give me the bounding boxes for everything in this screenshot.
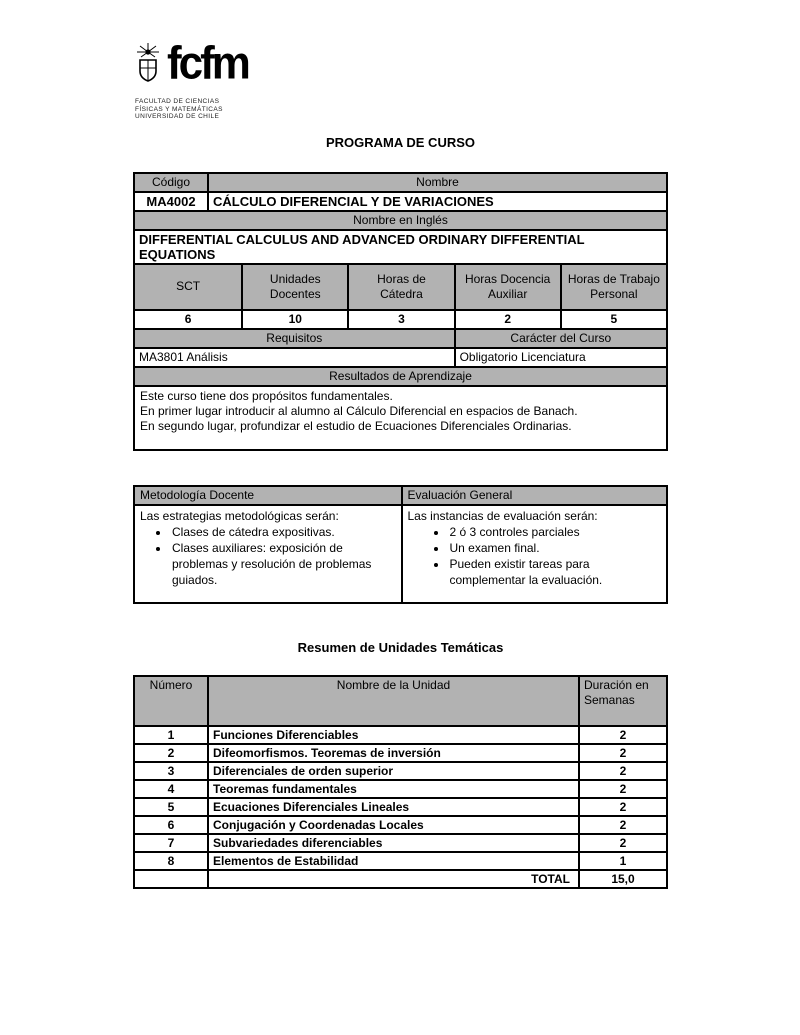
requisitos-value-cell: MA3801 Análisis [139, 349, 228, 364]
logo-subtitle [135, 98, 668, 121]
resultados-line: Este curso tiene dos propósitos fundamentales. [140, 388, 393, 403]
university-emblem-icon [135, 42, 161, 88]
resultados-header-cell: Resultados de Aprendizaje [329, 368, 472, 383]
course-info-table [133, 172, 668, 451]
resultados-body-cell [135, 387, 666, 449]
metodologia-intro: Las estrategias metodológicas serán: [140, 508, 339, 523]
resultados-body-row [135, 385, 666, 449]
evaluacion-column [401, 487, 667, 602]
logo-subtitle-line: FACULTAD DE CIENCIAS [135, 98, 220, 105]
unit-duration-cell: 2 [578, 727, 666, 743]
nombre-ingles-header-cell: Nombre en Inglés [353, 212, 448, 227]
evaluacion-list [408, 524, 662, 588]
page-title: PROGRAMA DE CURSO [325, 134, 476, 150]
resultados-line: En segundo lugar, profundizar el estudio de Ecuaciones Diferenciales Ordinarias. [140, 418, 572, 433]
horas-docencia-header-cell: Horas Docencia Auxiliar [454, 265, 560, 309]
evaluacion-header-cell: Evaluación General [403, 487, 667, 506]
horas-trabajo-value-cell: 5 [560, 311, 666, 328]
duracion-header-cell: Duración en Semanas [578, 677, 666, 725]
unit-row [135, 833, 666, 851]
english-name-value-row [135, 229, 666, 263]
unit-number-cell: 6 [167, 817, 175, 832]
fcfm-logo [135, 37, 668, 121]
unit-number-cell: 7 [167, 835, 175, 850]
unit-duration-cell: 2 [578, 763, 666, 779]
metodologia-item: • Clases de cátedra expositivas. [170, 524, 396, 540]
code-name-header-row [135, 174, 666, 191]
evaluacion-item: • Un examen final. [448, 540, 662, 556]
english-name-header-row [135, 210, 666, 229]
unit-name-cell: Diferenciales de orden superior [207, 763, 578, 779]
metodologia-column [135, 487, 401, 602]
units-header-row [135, 677, 666, 725]
metodologia-list [140, 524, 396, 588]
hours-header-row [135, 263, 666, 309]
unit-duration-cell: 1 [578, 853, 666, 869]
unit-duration-cell: 2 [578, 745, 666, 761]
horas-catedra-value-cell: 3 [347, 311, 453, 328]
unit-name-cell: Teoremas fundamentales [207, 781, 578, 797]
evaluacion-body-cell [403, 506, 667, 602]
evaluacion-item: • 2 ó 3 controles parciales [448, 524, 662, 540]
unit-number-cell: 4 [167, 781, 175, 796]
unit-number-cell: 2 [167, 745, 175, 760]
sct-header-cell: SCT [176, 279, 201, 293]
total-label-cell: TOTAL [207, 871, 578, 887]
unit-duration-cell: 2 [578, 817, 666, 833]
code-name-value-row [135, 191, 666, 210]
requisitos-value-row [135, 347, 666, 366]
unidad-header-cell: Nombre de la Unidad [207, 677, 578, 725]
codigo-header-cell: Código [151, 174, 191, 189]
unit-number-cell: 8 [167, 853, 175, 868]
unit-name-cell: Ecuaciones Diferenciales Lineales [207, 799, 578, 815]
unit-duration-cell: 2 [578, 835, 666, 851]
unit-row [135, 743, 666, 761]
unidades-docentes-value-cell: 10 [241, 311, 347, 328]
nombre-header-cell: Nombre [207, 174, 666, 191]
unit-row [135, 797, 666, 815]
unit-duration-cell: 2 [578, 799, 666, 815]
unit-name-cell: Conjugación y Coordenadas Locales [207, 817, 578, 833]
unit-row [135, 815, 666, 833]
metodologia-item: • Clases auxiliares: exposición de problemas y resolución de problemas guiados. [170, 540, 396, 588]
nombre-ingles-value-cell: DIFFERENTIAL CALCULUS AND ADVANCED ORDINARY DIFFERENTIAL EQUATIONS [139, 231, 585, 262]
numero-header-cell: Número [149, 677, 193, 692]
total-row [135, 869, 666, 887]
requisitos-header-cell: Requisitos [266, 330, 323, 345]
resultados-line: En primer lugar introducir al alumno al Cálculo Diferencial en espacios de Banach. [140, 403, 578, 418]
logo-subtitle-line: UNIVERSIDAD DE CHILE [135, 113, 220, 120]
resultados-header-row [135, 366, 666, 385]
unit-number-cell: 3 [167, 763, 175, 778]
evaluacion-intro: Las instancias de evaluación serán: [407, 508, 598, 523]
nombre-value-cell: CÁLCULO DIFERENCIAL Y DE VARIACIONES [207, 193, 666, 210]
horas-docencia-value-cell: 2 [454, 311, 560, 328]
logo-subtitle-line: FÍSICAS Y MATEMÁTICAS [135, 105, 223, 113]
metodologia-header-cell: Metodología Docente [135, 487, 401, 506]
unit-name-cell: Difeomorfismos. Teoremas de inversión [207, 745, 578, 761]
caracter-value-cell: Obligatorio Licenciatura [454, 349, 666, 366]
unit-name-cell: Funciones Diferenciables [207, 727, 578, 743]
units-section-title: Resumen de Unidades Temáticas [297, 639, 504, 655]
requisitos-header-row [135, 328, 666, 347]
unit-row [135, 761, 666, 779]
metodologia-body-cell [135, 506, 401, 602]
evaluacion-item: • Pueden existir tareas para complementar la evaluación. [448, 556, 662, 588]
logo-wordmark: fcfm [167, 37, 248, 90]
horas-trabajo-header-cell: Horas de Trabajo Personal [560, 265, 666, 309]
unit-name-cell: Elementos de Estabilidad [207, 853, 578, 869]
horas-catedra-header-cell: Horas de Cátedra [347, 265, 453, 309]
unit-name-cell: Subvariedades diferenciables [207, 835, 578, 851]
hours-values-row [135, 309, 666, 328]
methodology-evaluation-table [133, 485, 668, 604]
unit-number-cell: 5 [167, 799, 175, 814]
unit-row [135, 779, 666, 797]
unit-duration-cell: 2 [578, 781, 666, 797]
codigo-value-cell: MA4002 [146, 193, 196, 209]
total-value-cell: 15,0 [578, 871, 666, 887]
caracter-header-cell: Carácter del Curso [454, 330, 666, 347]
unit-row [135, 725, 666, 743]
unit-row [135, 851, 666, 869]
logo-row [135, 37, 668, 96]
unit-number-cell: 1 [167, 727, 175, 742]
units-table [133, 675, 668, 889]
sct-value-cell: 6 [184, 311, 192, 326]
unidades-docentes-header-cell: Unidades Docentes [241, 265, 347, 309]
total-empty-cell [135, 871, 207, 887]
